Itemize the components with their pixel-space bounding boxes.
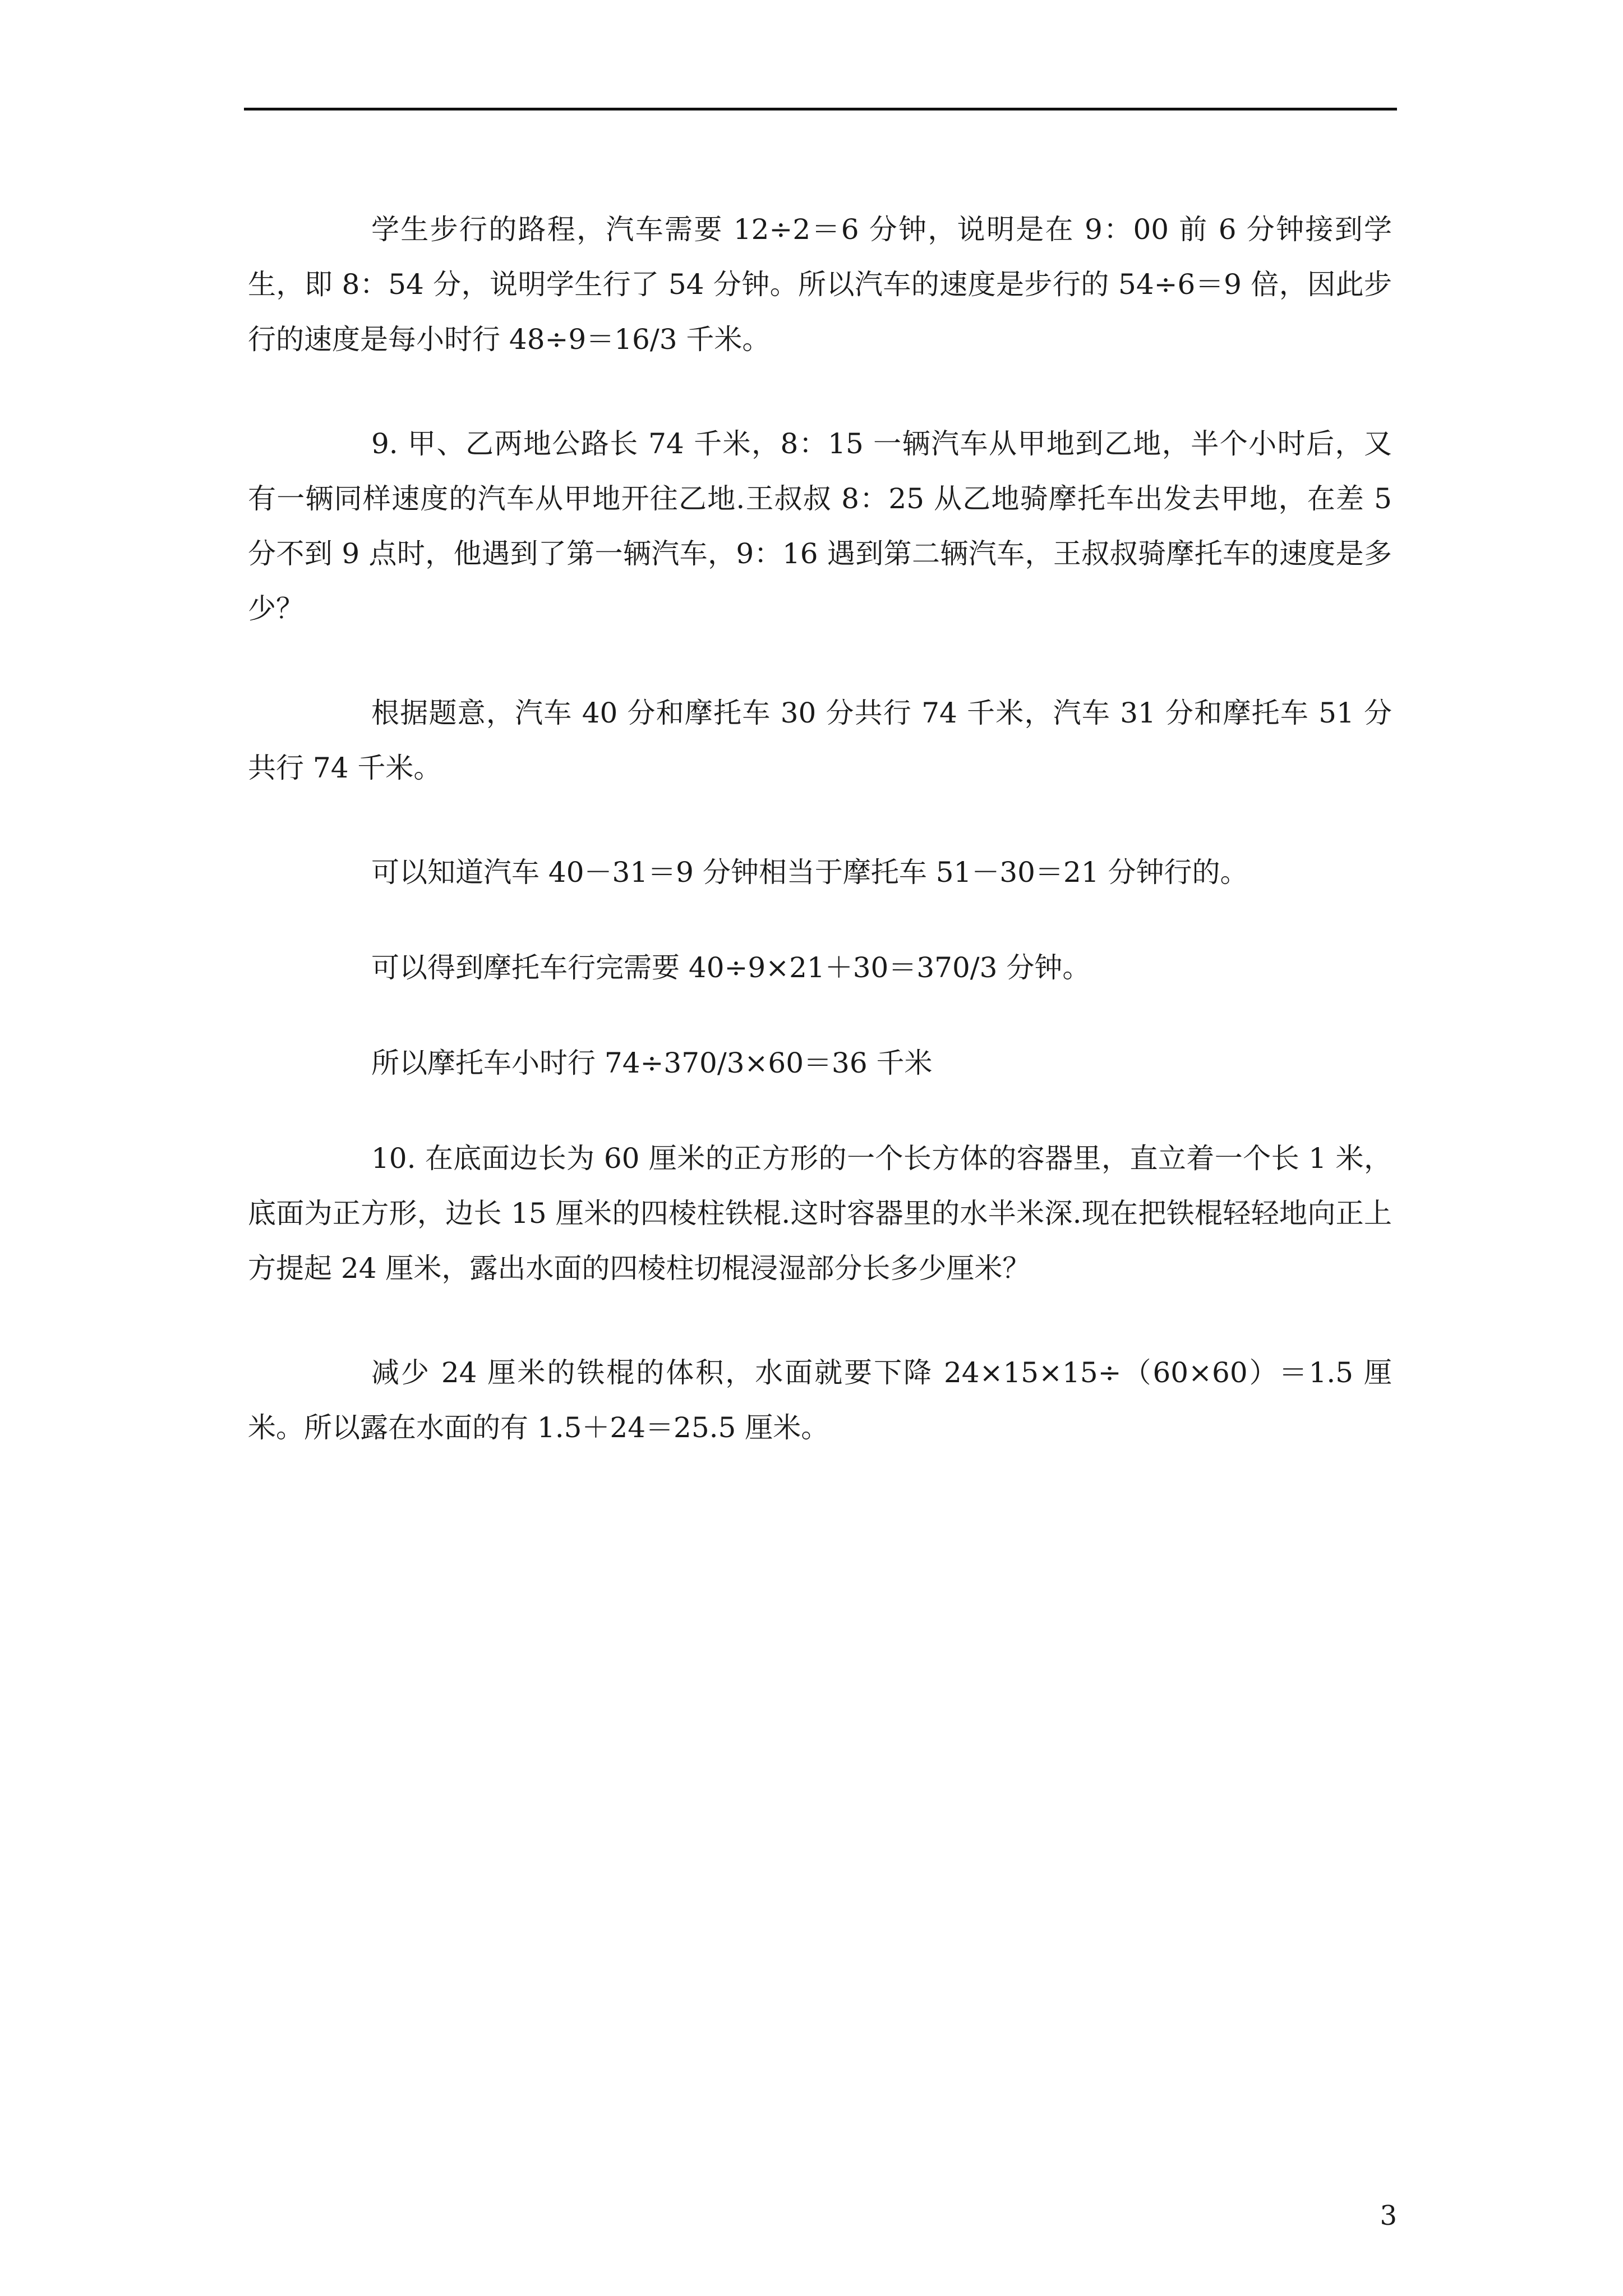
paragraph-question-10: 10. 在底面边长为 60 厘米的正方形的一个长方体的容器里，直立着一个长 1 米，底面为正方形，边长 15 厘米的四棱柱铁棍.这时容器里的水半米深.现在把铁棍轻轻地向正上方提起 24 厘米，露出水面的四棱柱切棍浸湿部分长多少厘米？ bbox=[248, 1142, 1392, 1285]
page-number: 3 bbox=[1380, 2200, 1397, 2231]
paragraph-solution-10: 减少 24 厘米的铁棍的体积，水面就要下降 24×15×15÷（60×60）＝1.5 厘米。所以露在水面的有 1.5＋24＝25.5 厘米。 bbox=[248, 1356, 1392, 1444]
paragraph-question-9: 9. 甲、乙两地公路长 74 千米，8：15 一辆汽车从甲地到乙地，半个小时后，又有一辆同样速度的汽车从甲地开往乙地.王叔叔 8：25 从乙地骑摩托车出发去甲地，在差 5 分不到 9 点时，他遇到了第一辆汽车，9：16 遇到第二辆汽车，王叔叔骑摩托车的速度是多少？ bbox=[248, 427, 1392, 625]
document-body bbox=[248, 202, 1392, 1504]
paragraph-solution-9-step-1: 根据题意，汽车 40 分和摩托车 30 分共行 74 千米，汽车 31 分和摩托车 51 分共行 74 千米。 bbox=[248, 697, 1392, 784]
paragraph-solution-9-step-3: 可以得到摩托车行完需要 40÷9×21＋30＝370/3 分钟。 bbox=[371, 951, 1091, 984]
paragraph-solution-8: 学生步行的路程，汽车需要 12÷2＝6 分钟，说明是在 9：00 前 6 分钟接到学生，即 8：54 分，说明学生行了 54 分钟。所以汽车的速度是步行的 54÷6＝9 倍，因此步行的速度是每小时行 48÷9＝16/3 千米。 bbox=[248, 213, 1392, 356]
paragraph-solution-9-step-4: 所以摩托车小时行 74÷370/3×60＝36 千米 bbox=[371, 1047, 933, 1079]
paragraph-solution-9-step-2: 可以知道汽车 40－31＝9 分钟相当于摩托车 51－30＝21 分钟行的。 bbox=[371, 856, 1248, 889]
header-rule bbox=[244, 108, 1397, 111]
